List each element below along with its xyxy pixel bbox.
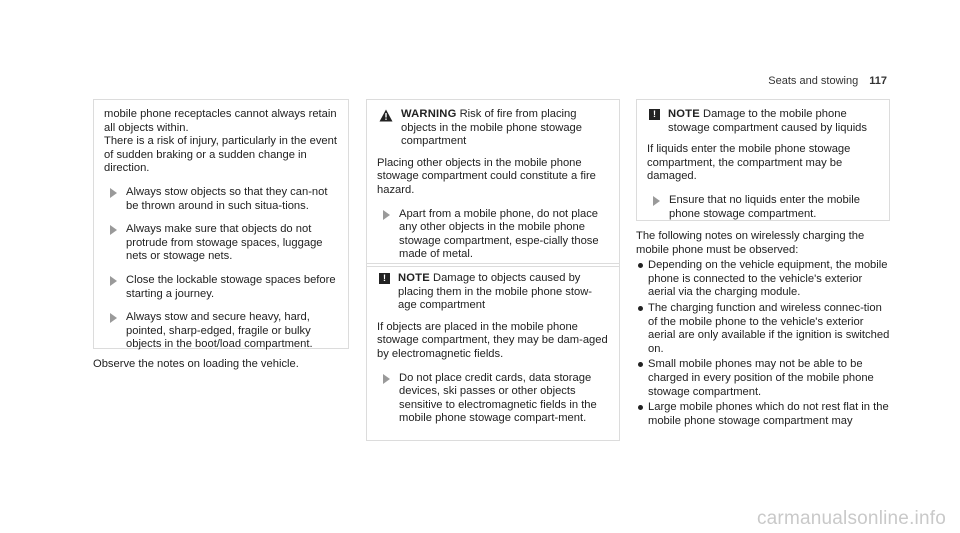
list-item-text: Large mobile phones which do not rest flat in the mobile phone stowage compartment may	[648, 401, 889, 427]
bullet-icon	[638, 362, 643, 367]
box-text: mobile phone receptacles cannot always retain all objects within.	[104, 108, 337, 134]
step-text: Always stow objects so that they can-not be thrown around in such situa-tions.	[126, 185, 328, 212]
note-box	[636, 99, 890, 221]
bullet-icon	[638, 263, 643, 268]
page-number: 117	[869, 75, 887, 87]
list-item-text: Small mobile phones may not be able to be charged in every position of the mobile phone stowage compartment.	[648, 358, 874, 398]
note-box	[366, 263, 620, 441]
note-label: NOTE	[668, 108, 700, 120]
instruction-step	[104, 223, 338, 264]
charging-notes	[636, 230, 892, 428]
list-item-text: Depending on the vehicle equipment, the mobile phone is connected to the vehicle's exterior aerial via the charging module.	[648, 259, 888, 299]
arrow-icon	[383, 210, 390, 220]
arrow-icon	[110, 188, 117, 198]
warning-body: Placing other objects in the mobile phone stowage compartment could constitute a fire hazard.	[377, 156, 596, 196]
warning-box	[366, 99, 620, 267]
instruction-step	[647, 194, 879, 221]
list-item-text: The charging function and wireless connec-tion of the mobile phone to the vehicle's exterior aerial are only available if the ignition is switched on.	[648, 301, 890, 355]
note-title: Damage to the mobile phone stowage compartment caused by liquids	[668, 108, 867, 134]
instruction-step	[377, 208, 609, 262]
step-text: Always stow and secure heavy, hard, pointed, sharp-edged, fragile or bulky objects in the boot/load compartment.	[126, 311, 313, 351]
instruction-step	[104, 186, 338, 213]
warning-triangle-icon	[379, 109, 393, 122]
note-title: Damage to objects caused by placing them in the mobile phone stow-age compartment	[398, 272, 593, 312]
note-body: If objects are placed in the mobile phone stowage compartment, they may be dam-aged by electromagnetic fields.	[377, 320, 608, 360]
list-item	[636, 302, 892, 356]
instruction-step	[377, 372, 609, 426]
instruction-step	[104, 274, 338, 301]
warning-label: WARNING	[401, 108, 457, 120]
note-heading	[377, 272, 609, 313]
arrow-icon	[653, 196, 660, 206]
step-text: Close the lockable stowage spaces before starting a journey.	[126, 273, 336, 300]
step-text: Ensure that no liquids enter the mobile phone stowage compartment.	[669, 193, 860, 220]
bullet-icon	[638, 306, 643, 311]
step-text: Apart from a mobile phone, do not place any other objects in the mobile phone stowage compartment, espe-cially those made of metal.	[399, 207, 599, 261]
arrow-icon	[383, 374, 390, 384]
exclamation-icon: !	[379, 273, 390, 284]
list-item	[636, 259, 892, 300]
box-text: There is a risk of injury, particularly in the event of sudden braking or a sudden change in direction.	[104, 135, 337, 175]
safety-box	[93, 99, 349, 349]
page-header	[768, 75, 887, 89]
watermark-logo[interactable]: carmanualsonline.info	[756, 508, 946, 530]
arrow-icon	[110, 313, 117, 323]
step-text: Always make sure that objects do not protrude from stowage spaces, luggage nets or stowage nets.	[126, 223, 323, 263]
instruction-step	[104, 311, 338, 352]
bullet-icon	[638, 405, 643, 410]
note-label: NOTE	[398, 272, 430, 284]
exclamation-icon: !	[649, 109, 660, 120]
warning-title: Risk of fire from placing objects in the mobile phone stowage compartment	[401, 108, 582, 148]
paragraph: Observe the notes on loading the vehicle.	[93, 358, 299, 370]
note-heading	[647, 108, 879, 135]
note-body: If liquids enter the mobile phone stowage compartment, the compartment may be damaged.	[647, 143, 851, 183]
arrow-icon	[110, 276, 117, 286]
list-item	[636, 401, 892, 428]
arrow-icon	[110, 225, 117, 235]
list-item	[636, 358, 892, 399]
section-title: Seats and stowing	[768, 75, 859, 87]
intro-text: The following notes on wirelessly charging the mobile phone must be observed:	[636, 230, 865, 256]
step-text: Do not place credit cards, data storage devices, ski passes or other objects sensitive to electromagnetic fields in the mobile phone stowage compart-ment.	[399, 371, 597, 425]
warning-heading	[377, 108, 609, 149]
